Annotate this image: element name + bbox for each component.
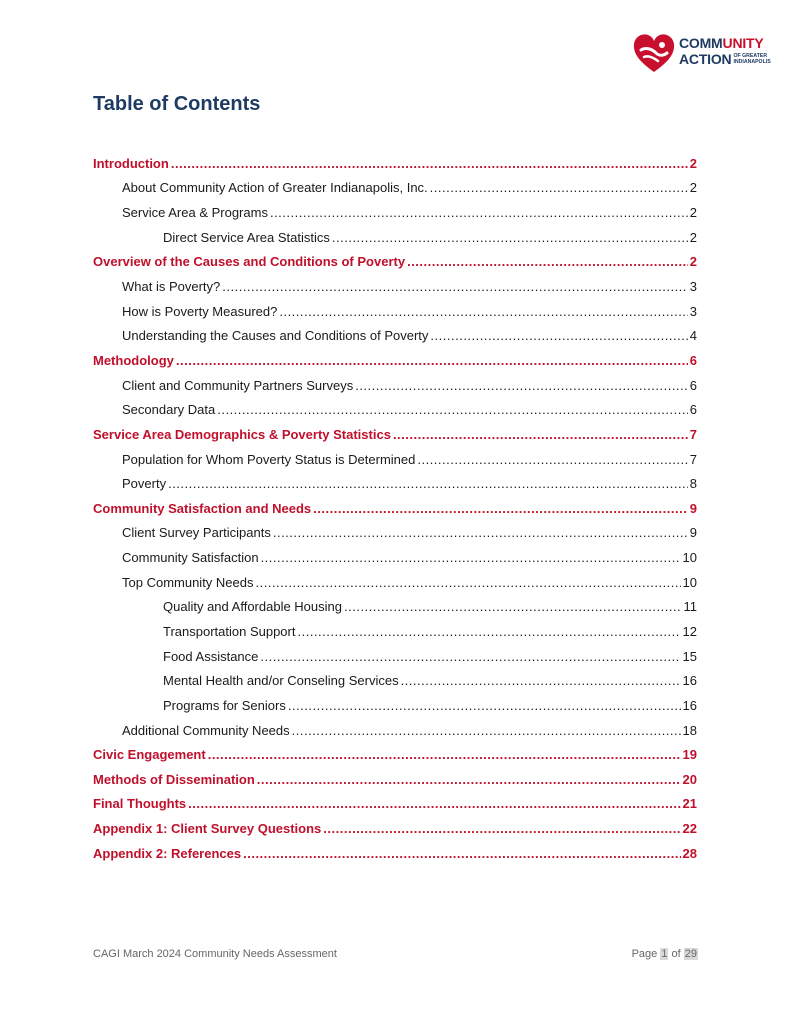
toc-entry-label: Client and Community Partners Surveys (122, 377, 354, 393)
toc-entry-page: 2 (689, 155, 697, 171)
toc-entry-page: 16 (682, 697, 697, 713)
toc-entry-page: 11 (683, 599, 697, 615)
toc-entry-page: 10 (682, 550, 697, 566)
toc-entry-label: Civic Engagement (93, 747, 206, 763)
toc-entry[interactable] (0, 274, 791, 299)
toc-entry-label: How is Poverty Measured? (122, 303, 278, 319)
toc-leader-dots (344, 599, 682, 614)
toc-entry[interactable] (0, 693, 791, 718)
toc-entry[interactable] (0, 668, 791, 693)
toc-entry-page: 2 (689, 254, 697, 270)
toc-entry-page: 7 (689, 426, 697, 442)
toc-leader-dots (171, 156, 688, 171)
toc-entry-label: Population for Whom Poverty Status is Determined (122, 451, 416, 467)
community-action-logo (632, 31, 771, 75)
toc-entry[interactable] (0, 447, 791, 472)
footer-page-prefix: Page (631, 948, 661, 960)
toc-entry[interactable] (0, 521, 791, 546)
toc-entry[interactable] (0, 595, 791, 620)
toc-leader-dots (430, 180, 688, 195)
logo-sub-indianapolis: INDIANAPOLIS (733, 58, 771, 65)
toc-leader-dots (208, 747, 681, 762)
toc-entry-label: Programs for Seniors (163, 697, 286, 713)
toc-entry[interactable] (0, 644, 791, 669)
toc-entry-page: 19 (682, 747, 697, 763)
toc-entry-label: Community Satisfaction (122, 550, 259, 566)
toc-entry-page: 2 (689, 229, 697, 245)
toc-entry-page: 28 (682, 845, 697, 861)
toc-entry-label: Methods of Dissemination (93, 771, 255, 787)
toc-leader-dots (257, 772, 681, 787)
logo-word-comm: COMM (679, 35, 723, 51)
toc-entry[interactable] (0, 718, 791, 743)
toc-entry-page: 9 (689, 500, 697, 516)
toc-leader-dots (176, 353, 688, 368)
toc-leader-dots (393, 427, 688, 442)
toc-leader-dots (292, 723, 681, 738)
page-title: Table of Contents (93, 93, 261, 115)
toc-leader-dots (279, 304, 687, 319)
toc-entry-label: Client Survey Participants (122, 525, 271, 541)
toc-entry-page: 22 (682, 821, 697, 837)
toc-entry-label: About Community Action of Greater Indianapolis, Inc. (122, 180, 428, 196)
toc-entry-label: Transportation Support (163, 623, 296, 639)
toc-entry-page: 6 (689, 402, 697, 418)
toc-entry-label: Quality and Affordable Housing (163, 599, 342, 615)
toc-leader-dots (401, 673, 681, 688)
toc-entry-page: 3 (689, 279, 697, 295)
toc-entry[interactable] (0, 841, 791, 866)
toc-leader-dots (430, 328, 687, 343)
toc-entry-page: 20 (682, 771, 697, 787)
toc-entry-label: Poverty (122, 476, 167, 492)
toc-entry[interactable] (0, 323, 791, 348)
footer-total-pages: 29 (684, 948, 697, 960)
toc-entry-label: Appendix 2: References (93, 845, 242, 861)
toc-entry-label: What is Poverty? (122, 279, 221, 295)
toc-entry[interactable] (0, 742, 791, 767)
toc-leader-dots (270, 205, 688, 220)
toc-leader-dots (260, 649, 680, 664)
toc-entry-label: Secondary Data (122, 402, 216, 418)
toc-entry[interactable] (0, 225, 791, 250)
toc-entry[interactable] (0, 176, 791, 201)
toc-entry-page: 4 (689, 328, 697, 344)
toc-entry-label: Methodology (93, 352, 174, 368)
toc-entry[interactable] (0, 397, 791, 422)
toc-leader-dots (222, 279, 688, 294)
heart-hands-icon (632, 32, 676, 74)
toc-entry-page: 3 (689, 303, 697, 319)
toc-leader-dots (261, 550, 681, 565)
toc-entry[interactable] (0, 200, 791, 225)
toc-entry-label: Service Area Demographics & Poverty Statistics (93, 426, 391, 442)
toc-entry-page: 21 (682, 796, 697, 812)
toc-entry-label: Understanding the Causes and Conditions of Poverty (122, 328, 429, 344)
table-of-contents (0, 151, 791, 866)
toc-entry-page: 2 (689, 205, 697, 221)
toc-entry-label: Overview of the Causes and Conditions of Poverty (93, 254, 406, 270)
toc-entry-label: Direct Service Area Statistics (163, 229, 330, 245)
toc-entry-label: Additional Community Needs (122, 722, 290, 738)
logo-word-action: ACTION (679, 51, 732, 67)
toc-leader-dots (313, 501, 688, 516)
footer-current-page: 1 (661, 948, 668, 960)
logo-word-unity: UNITY (722, 35, 764, 51)
toc-leader-dots (243, 846, 680, 861)
toc-entry[interactable] (0, 816, 791, 841)
toc-entry[interactable] (0, 545, 791, 570)
toc-entry[interactable] (0, 151, 791, 176)
toc-entry[interactable] (0, 422, 791, 447)
toc-entry[interactable] (0, 792, 791, 817)
toc-entry-page: 12 (682, 623, 697, 639)
toc-entry-page: 6 (689, 352, 697, 368)
toc-leader-dots (188, 796, 680, 811)
toc-entry-label: Food Assistance (163, 648, 259, 664)
toc-entry-label: Community Satisfaction and Needs (93, 500, 312, 516)
footer-page-of: of (668, 948, 684, 960)
toc-entry-page: 7 (689, 451, 697, 467)
toc-leader-dots (217, 402, 688, 417)
toc-leader-dots (288, 698, 681, 713)
toc-leader-dots (407, 254, 688, 269)
footer-document-title: CAGI March 2024 Community Needs Assessment (93, 948, 337, 960)
toc-entry-label: Introduction (93, 155, 169, 171)
toc-entry-page: 8 (689, 476, 697, 492)
toc-entry-page: 9 (689, 525, 697, 541)
logo-sub-of-greater: OF GREATER (733, 53, 768, 59)
toc-entry-page: 10 (682, 574, 697, 590)
toc-entry[interactable] (0, 299, 791, 324)
toc-entry-label: Final Thoughts (93, 796, 187, 812)
toc-entry[interactable] (0, 496, 791, 521)
toc-leader-dots (256, 575, 681, 590)
toc-entry[interactable] (0, 250, 791, 275)
toc-entry[interactable] (0, 767, 791, 792)
footer-page-number (632, 948, 698, 960)
toc-entry-label: Appendix 1: Client Survey Questions (93, 821, 322, 837)
toc-entry-label: Top Community Needs (122, 574, 254, 590)
toc-leader-dots (332, 230, 688, 245)
toc-entry-page: 6 (689, 377, 697, 393)
toc-entry[interactable] (0, 570, 791, 595)
toc-entry-page: 2 (689, 180, 697, 196)
toc-entry-page: 15 (682, 648, 697, 664)
toc-entry[interactable] (0, 619, 791, 644)
toc-leader-dots (355, 378, 688, 393)
toc-entry-label: Mental Health and/or Conseling Services (163, 673, 399, 689)
page-footer (93, 948, 698, 960)
toc-leader-dots (323, 821, 680, 836)
toc-entry[interactable] (0, 348, 791, 373)
toc-leader-dots (417, 452, 687, 467)
toc-entry[interactable] (0, 471, 791, 496)
toc-entry-page: 18 (682, 722, 697, 738)
toc-leader-dots (168, 476, 688, 491)
toc-entry-page: 16 (682, 673, 697, 689)
toc-leader-dots (273, 525, 688, 540)
toc-entry[interactable] (0, 373, 791, 398)
toc-entry-label: Service Area & Programs (122, 205, 268, 221)
toc-leader-dots (297, 624, 680, 639)
